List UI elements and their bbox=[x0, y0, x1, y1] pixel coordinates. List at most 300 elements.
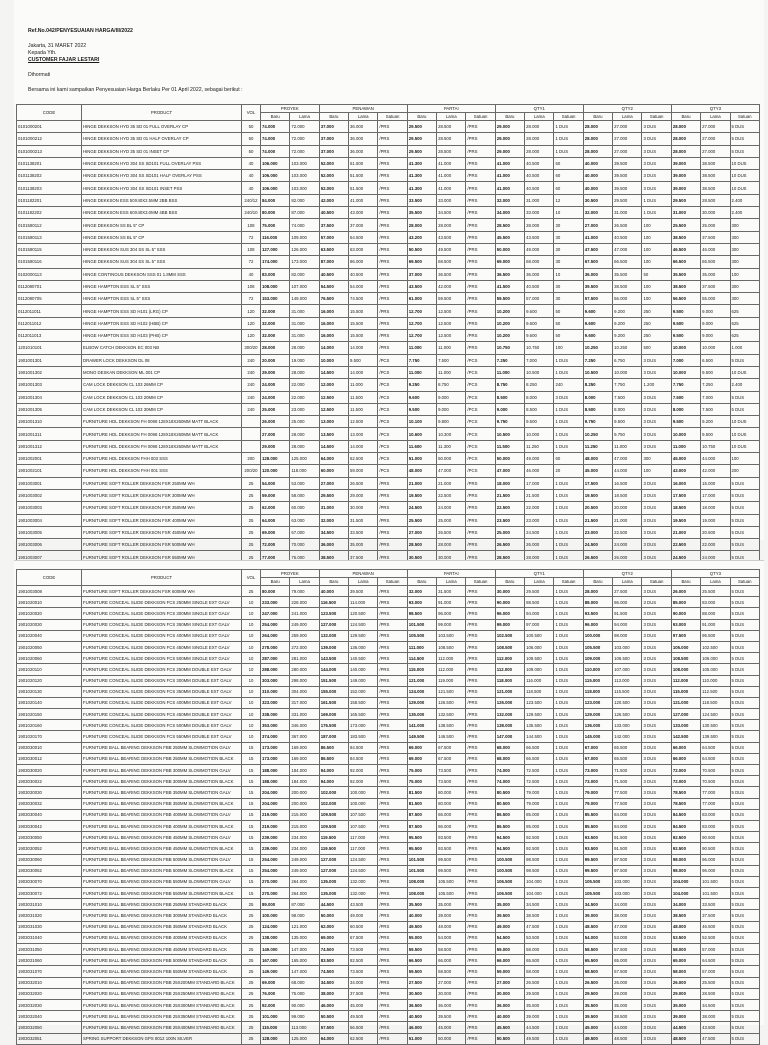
qty3-unit: 5 DUS bbox=[730, 921, 760, 932]
product-name: FURNITURE BALL BEARING DEKKSON FBB 300MM SLOWMOTION BLACK bbox=[82, 776, 242, 787]
qty2-unit: 3 DUS bbox=[642, 787, 671, 798]
qty2-unit: 100 bbox=[642, 243, 671, 255]
qty1-price-new: 41.000 bbox=[495, 170, 524, 182]
column-group-qty1: QTY1 bbox=[495, 105, 583, 113]
table-row bbox=[17, 888, 760, 899]
partai-price-new: 108.000 bbox=[407, 876, 436, 887]
partai-price-new: 37.000 bbox=[407, 268, 436, 280]
proyek-price-new: 233.000 bbox=[261, 597, 290, 608]
qty2-price-old: 9.500 bbox=[613, 416, 642, 428]
qty1-price-new: 49.000 bbox=[495, 921, 524, 932]
penawan-price-new: 87.000 bbox=[319, 256, 348, 268]
penawan-price-new: 38.000 bbox=[319, 988, 348, 999]
qty1-price-new: 86.500 bbox=[495, 809, 524, 820]
proyek-price-old: 31.000 bbox=[290, 330, 319, 342]
penawan-price-old: 132.000 bbox=[349, 876, 378, 887]
qty2-unit: 3 DUS bbox=[642, 999, 671, 1010]
proyek-price-new: 80.000 bbox=[261, 207, 290, 219]
qty1-unit: 1 DUS bbox=[554, 477, 583, 489]
proyek-price-new: 32.000 bbox=[261, 330, 290, 342]
product-name: FURNITURE BALL BEARING DEKKSON FBB 350MM SLOWMOTION BLACK bbox=[82, 798, 242, 809]
table-row bbox=[17, 619, 760, 630]
product-name: FURNITURE BALL BEARING DEKKSON FBB 400MM STANDARD BLACK bbox=[82, 932, 242, 943]
qty2-unit: 1.200 bbox=[642, 379, 671, 391]
proyek-price-old: 281.000 bbox=[290, 653, 319, 664]
penawan-unit: /PRS bbox=[378, 305, 407, 317]
subheader-satuan: Satuan bbox=[378, 113, 407, 121]
partai-price-new: 9.600 bbox=[407, 391, 436, 403]
proyek-price-new: 116.000 bbox=[261, 231, 290, 243]
qty2-unit: 3 DUS bbox=[642, 514, 671, 526]
table-row bbox=[17, 854, 760, 865]
penawan-price-old: 60.500 bbox=[349, 921, 378, 932]
proyek-price-old: 67.000 bbox=[290, 526, 319, 538]
table-row bbox=[17, 465, 760, 477]
proyek-price-old: 79.000 bbox=[290, 586, 319, 597]
qty1-unit: 1 DUS bbox=[554, 932, 583, 943]
reference-number: Ref.No.042/PENYESUAIAN HARGA/III/2022 bbox=[28, 28, 133, 34]
qty2-price-old: 35.500 bbox=[613, 268, 642, 280]
penawan-unit: /PCS bbox=[378, 465, 407, 477]
penawan-unit: /PRS bbox=[378, 514, 407, 526]
qty3-price-old: 64.500 bbox=[701, 753, 730, 764]
proyek-price-new: 59.000 bbox=[261, 489, 290, 501]
product-code: 1903030012 bbox=[17, 753, 82, 764]
product-vol: 25 bbox=[242, 910, 261, 921]
product-name: FURNITURE CONCEAL SLIDE DEKKSON FCS 250MM SINGLE EXT GALV bbox=[82, 597, 242, 608]
qty3-price-old: 18.000 bbox=[701, 502, 730, 514]
qty1-price-new: 96.000 bbox=[495, 608, 524, 619]
qty3-price-old: 96.000 bbox=[701, 865, 730, 876]
partai-unit: /PRS bbox=[466, 317, 495, 329]
subheader-baru: Baru bbox=[261, 578, 290, 586]
proyek-price-old: 87.000 bbox=[290, 207, 319, 219]
qty2-unit: 3 DUS bbox=[642, 366, 671, 378]
qty3-unit: 5 DUS bbox=[730, 843, 760, 854]
qty1-price-new: 112.000 bbox=[495, 664, 524, 675]
qty3-price-new: 127.000 bbox=[671, 709, 700, 720]
partai-price-old: 59.500 bbox=[437, 293, 466, 305]
product-name: FURNITURE BALL BEARING DEKKSON FBB 25X350MM STANDARD BLACK bbox=[82, 1011, 242, 1022]
partai-unit: /PRS bbox=[466, 121, 495, 133]
partai-price-old: 66.000 bbox=[437, 955, 466, 966]
penawan-price-old: 73.500 bbox=[349, 944, 378, 955]
qty3-price-old: 27.000 bbox=[701, 145, 730, 157]
partai-unit: /PRS bbox=[466, 489, 495, 501]
penawan-unit: /PRS bbox=[378, 170, 407, 182]
qty1-unit: 1 DUS bbox=[554, 1033, 583, 1044]
partai-price-old: 126.500 bbox=[437, 697, 466, 708]
qty3-price-old: 77.000 bbox=[701, 798, 730, 809]
qty1-unit: 1 DUS bbox=[554, 440, 583, 452]
penawan-price-new: 10.000 bbox=[319, 354, 348, 366]
penawan-unit: /PRS bbox=[378, 1011, 407, 1022]
proyek-price-new: 288.000 bbox=[261, 664, 290, 675]
table-row bbox=[17, 1033, 760, 1044]
product-code: 1903030060 bbox=[17, 854, 82, 865]
qty1-price-old: 23.000 bbox=[525, 514, 554, 526]
qty3-price-new: 97.500 bbox=[671, 630, 700, 641]
product-name: FURNITURE BALL BEARING DEKKSON FBB 450MM SLOWMOTION GALV bbox=[82, 832, 242, 843]
qty2-price-old: 10.250 bbox=[613, 342, 642, 354]
table-row bbox=[17, 742, 760, 753]
partai-unit: /PRS bbox=[466, 207, 495, 219]
product-vol: 240/12 bbox=[242, 194, 261, 206]
qty2-price-new: 9.600 bbox=[583, 305, 612, 317]
penawan-price-old: 36.000 bbox=[349, 121, 378, 133]
qty2-price-new: 40.000 bbox=[583, 182, 612, 194]
qty1-price-new: 54.500 bbox=[495, 932, 524, 943]
qty2-price-new: 93.500 bbox=[583, 608, 612, 619]
table-row bbox=[17, 1011, 760, 1022]
product-code: 1901003004 bbox=[17, 514, 82, 526]
qty1-price-new: 41.000 bbox=[495, 157, 524, 169]
penawan-unit: /PRS bbox=[378, 966, 407, 977]
penawan-unit: /PRS bbox=[378, 280, 407, 292]
qty3-unit: 5 DUS bbox=[730, 597, 760, 608]
qty2-price-new: 35.500 bbox=[583, 999, 612, 1010]
qty3-unit: 5 DUS bbox=[730, 865, 760, 876]
partai-unit: /PCS bbox=[466, 453, 495, 465]
qty2-price-new: 10.250 bbox=[583, 342, 612, 354]
partai-price-new: 101.500 bbox=[407, 865, 436, 876]
qty2-price-new: 49.500 bbox=[583, 1033, 612, 1044]
product-vol: 10 bbox=[242, 653, 261, 664]
qty2-unit: 3 DUS bbox=[642, 709, 671, 720]
product-vol: 10 bbox=[242, 630, 261, 641]
partai-unit: /PRS bbox=[466, 832, 495, 843]
product-code: 1901003001 bbox=[17, 477, 82, 489]
product-name: FURNITURE HDL DEKKSON FHH 001 SSS bbox=[82, 465, 242, 477]
partai-price-old: 28.000 bbox=[437, 219, 466, 231]
qty3-price-old: 9.000 bbox=[701, 330, 730, 342]
qty3-price-old: 55.000 bbox=[701, 293, 730, 305]
partai-price-old: 73.500 bbox=[437, 776, 466, 787]
product-vol: 15 bbox=[242, 820, 261, 831]
penawan-price-old: 124.500 bbox=[349, 619, 378, 630]
partai-price-new: 35.500 bbox=[407, 207, 436, 219]
qty1-price-old: 94.000 bbox=[525, 608, 554, 619]
proyek-price-old: 264.000 bbox=[290, 888, 319, 899]
qty1-unit: 1 DUS bbox=[554, 820, 583, 831]
qty2-price-old: 11.000 bbox=[613, 440, 642, 452]
partai-unit: /PRS bbox=[466, 268, 495, 280]
penawan-price-old: 165.500 bbox=[349, 709, 378, 720]
qty2-unit: 3 DUS bbox=[642, 854, 671, 865]
qty2-price-new: 10.500 bbox=[583, 366, 612, 378]
proyek-price-old: 173.000 bbox=[290, 256, 319, 268]
qty2-price-old: 47.000 bbox=[613, 243, 642, 255]
qty2-price-old: 65.500 bbox=[613, 742, 642, 753]
partai-unit: /PRS bbox=[466, 586, 495, 597]
qty3-price-new: 39.000 bbox=[671, 1011, 700, 1022]
qty3-price-old: 64.500 bbox=[701, 742, 730, 753]
product-name: FURNITURE BALL BEARING DEKKSON FBB 500MM SLOWMOTION BLACK bbox=[82, 865, 242, 876]
partai-unit: /PRS bbox=[466, 686, 495, 697]
qty1-price-new: 29.000 bbox=[495, 133, 524, 145]
qty3-unit: 5 DUS bbox=[730, 121, 760, 133]
qty2-unit: 3 DUS bbox=[642, 798, 671, 809]
penawan-price-new: 94.000 bbox=[319, 765, 348, 776]
qty3-unit: 5 DUS bbox=[730, 664, 760, 675]
qty1-price-new: 30.000 bbox=[495, 988, 524, 999]
product-name: FURNITURE HDL DEKKSON FH 0098 128X18X260MM MATT BLACK bbox=[82, 416, 242, 428]
penawan-price-new: 31.000 bbox=[319, 502, 348, 514]
penawan-price-new: 40.000 bbox=[319, 586, 348, 597]
qty2-price-new: 8.250 bbox=[583, 379, 612, 391]
qty3-price-new: 28.000 bbox=[671, 145, 700, 157]
qty1-unit: 1 DUS bbox=[554, 988, 583, 999]
product-code: 0101580116 bbox=[17, 256, 82, 268]
qty1-price-old: 44.500 bbox=[525, 1022, 554, 1033]
qty2-price-new: 17.500 bbox=[583, 477, 612, 489]
penawan-price-new: 143.500 bbox=[319, 653, 348, 664]
qty2-price-old: 48.500 bbox=[613, 1033, 642, 1044]
qty1-price-old: 98.500 bbox=[525, 854, 554, 865]
qty1-price-new: 30.000 bbox=[495, 586, 524, 597]
product-name: FURNITURE CONCEAL SLIDE DEKKSON FCS 250MM DOUBLE EXT GALV bbox=[82, 664, 242, 675]
qty3-price-new: 29.000 bbox=[671, 988, 700, 999]
qty2-price-new: 45.000 bbox=[583, 465, 612, 477]
penawan-price-old: 26.500 bbox=[349, 477, 378, 489]
qty1-price-old: 29.500 bbox=[525, 586, 554, 597]
proyek-price-old: 75.000 bbox=[290, 551, 319, 563]
partai-price-old: 132.500 bbox=[437, 709, 466, 720]
column-group-qty2: QTY2 bbox=[583, 570, 671, 578]
proyek-price-new: 149.000 bbox=[261, 966, 290, 977]
partai-price-new: 69.500 bbox=[407, 256, 436, 268]
penawan-price-old: 13.000 bbox=[349, 428, 378, 440]
qty2-unit: 100 bbox=[642, 293, 671, 305]
qty1-price-old: 40.500 bbox=[525, 280, 554, 292]
penawan-unit: /PRS bbox=[378, 330, 407, 342]
qty3-unit: 5 DUS bbox=[730, 675, 760, 686]
qty2-unit: 3 DUS bbox=[642, 551, 671, 563]
qty3-price-old: 37.500 bbox=[701, 280, 730, 292]
qty3-unit: 200 bbox=[730, 465, 760, 477]
qty3-price-new: 29.500 bbox=[671, 194, 700, 206]
product-vol: 50 bbox=[242, 133, 261, 145]
qty3-unit: 5 DUS bbox=[730, 586, 760, 597]
qty2-price-old: 21.000 bbox=[613, 514, 642, 526]
qty1-price-new: 10.200 bbox=[495, 317, 524, 329]
qty3-unit: 5 DUS bbox=[730, 630, 760, 641]
proyek-price-new: 84.000 bbox=[261, 194, 290, 206]
partai-price-old: 58.500 bbox=[437, 944, 466, 955]
partai-price-old: 86.000 bbox=[437, 820, 466, 831]
table-row bbox=[17, 686, 760, 697]
qty1-price-old: 40.500 bbox=[525, 170, 554, 182]
partai-price-old: 11.000 bbox=[437, 366, 466, 378]
qty1-price-new: 10.750 bbox=[495, 342, 524, 354]
qty3-price-new: 104.000 bbox=[671, 888, 700, 899]
qty1-price-new: 121.000 bbox=[495, 686, 524, 697]
partai-price-old: 26.500 bbox=[437, 526, 466, 538]
product-code: 1903030050 bbox=[17, 832, 82, 843]
qty3-price-new: 66.000 bbox=[671, 753, 700, 764]
qty1-unit: 1 DUS bbox=[554, 514, 583, 526]
qty1-price-new: 28.500 bbox=[495, 551, 524, 563]
product-vol: 50 bbox=[242, 145, 261, 157]
qty1-price-old: 9.600 bbox=[525, 305, 554, 317]
penawan-price-old: 117.000 bbox=[349, 832, 378, 843]
penawan-price-new: 14.000 bbox=[319, 342, 348, 354]
penawan-price-new: 14.500 bbox=[319, 366, 348, 378]
table-row bbox=[17, 765, 760, 776]
penawan-price-old: 67.500 bbox=[349, 932, 378, 943]
penawan-unit: /PRS bbox=[378, 597, 407, 608]
qty1-unit: 12 bbox=[554, 194, 583, 206]
penawan-price-old: 12.500 bbox=[349, 416, 378, 428]
partai-price-new: 27.000 bbox=[407, 526, 436, 538]
table-row bbox=[17, 944, 760, 955]
qty2-price-new: 36.000 bbox=[583, 268, 612, 280]
table-row bbox=[17, 787, 760, 798]
penawan-price-old: 73.500 bbox=[349, 966, 378, 977]
table-row bbox=[17, 977, 760, 988]
partai-price-old: 31.500 bbox=[437, 586, 466, 597]
qty2-price-old: 106.500 bbox=[613, 653, 642, 664]
proyek-price-old: 215.000 bbox=[290, 820, 319, 831]
penawan-price-old: 45.000 bbox=[349, 999, 378, 1010]
product-code: 1901001310 bbox=[17, 416, 82, 428]
penawan-unit: /PRS bbox=[378, 194, 407, 206]
qty3-price-old: 17.000 bbox=[701, 489, 730, 501]
table-row bbox=[17, 597, 760, 608]
qty3-price-new: 8.000 bbox=[671, 403, 700, 415]
penawan-unit: /PRS bbox=[378, 865, 407, 876]
partai-price-new: 30.500 bbox=[407, 551, 436, 563]
qty2-price-new: 8.500 bbox=[583, 403, 612, 415]
proyek-price-old: 82.000 bbox=[290, 194, 319, 206]
partai-price-old: 112.000 bbox=[437, 653, 466, 664]
product-code: 0101000213 bbox=[17, 145, 82, 157]
partai-price-new: 87.500 bbox=[407, 809, 436, 820]
product-vol: 108 bbox=[242, 243, 261, 255]
qty2-price-old: 27.500 bbox=[613, 586, 642, 597]
qty1-price-new: 45.500 bbox=[495, 231, 524, 243]
penawan-price-old: 11.500 bbox=[349, 391, 378, 403]
partai-price-new: 108.000 bbox=[407, 888, 436, 899]
qty2-unit: 100 bbox=[642, 280, 671, 292]
partai-unit: /PRS bbox=[466, 709, 495, 720]
penawan-unit: /PRS bbox=[378, 630, 407, 641]
partai-price-old: 24.000 bbox=[437, 502, 466, 514]
qty1-price-new: 41.500 bbox=[495, 280, 524, 292]
qty2-price-new: 47.500 bbox=[583, 243, 612, 255]
qty3-unit: 300 bbox=[730, 243, 760, 255]
qty3-price-new: 16.000 bbox=[671, 477, 700, 489]
column-group-proyek: PROYEK bbox=[261, 105, 320, 113]
qty3-price-new: 38.500 bbox=[671, 231, 700, 243]
qty2-unit: 3 DUS bbox=[642, 966, 671, 977]
subheader-lama: Lama bbox=[613, 113, 642, 121]
product-name: FURNITURE SOFT ROLLER DEKKSON FSR 400MM WH bbox=[82, 514, 242, 526]
qty1-price-old: 7.000 bbox=[525, 354, 554, 366]
qty1-price-new: 68.000 bbox=[495, 742, 524, 753]
proyek-price-new: 26.000 bbox=[261, 416, 290, 428]
penawan-price-new: 64.000 bbox=[319, 453, 348, 465]
proyek-price-new: 20.000 bbox=[261, 354, 290, 366]
qty2-price-old: 53.000 bbox=[613, 932, 642, 943]
qty1-price-new: 21.500 bbox=[495, 489, 524, 501]
qty2-price-old: 71.500 bbox=[613, 776, 642, 787]
qty3-price-new: 72.000 bbox=[671, 765, 700, 776]
product-code: 0101000201 bbox=[17, 121, 82, 133]
table-row bbox=[17, 820, 760, 831]
product-vol: 25 bbox=[242, 966, 261, 977]
product-name: FURNITURE HDL DEKKSON FHH 003 SSS bbox=[82, 453, 242, 465]
penawan-unit: /PRS bbox=[378, 608, 407, 619]
penawan-unit: /PRS bbox=[378, 675, 407, 686]
partai-price-new: 61.000 bbox=[407, 293, 436, 305]
partai-price-new: 135.000 bbox=[407, 709, 436, 720]
product-code: 0101138202 bbox=[17, 170, 82, 182]
penawan-price-old: 173.000 bbox=[349, 720, 378, 731]
penawan-unit: /PRS bbox=[378, 121, 407, 133]
partai-unit: /PRS bbox=[466, 157, 495, 169]
qty3-price-new: 66.000 bbox=[671, 742, 700, 753]
product-name: HINGE DEKKSON SUS 304 SS SL 5" SSS bbox=[82, 243, 242, 255]
proyek-price-new: 54.000 bbox=[261, 477, 290, 489]
qty1-price-new: 106.500 bbox=[495, 876, 524, 887]
partai-price-old: 146.500 bbox=[437, 731, 466, 742]
table-row bbox=[17, 354, 760, 366]
qty1-price-new: 59.500 bbox=[495, 293, 524, 305]
qty2-price-new: 28.000 bbox=[583, 145, 612, 157]
penawan-price-new: 37.000 bbox=[319, 133, 348, 145]
qty2-price-new: 105.500 bbox=[583, 641, 612, 652]
proyek-price-old: 215.000 bbox=[290, 809, 319, 820]
qty2-price-new: 30.500 bbox=[583, 194, 612, 206]
qty1-price-new: 28.500 bbox=[495, 219, 524, 231]
partai-price-new: 36.500 bbox=[407, 999, 436, 1010]
penawan-unit: /PRS bbox=[378, 686, 407, 697]
qty3-price-old: 102.500 bbox=[701, 641, 730, 652]
qty3-unit: 5 DUS bbox=[730, 551, 760, 563]
table-row bbox=[17, 293, 760, 305]
subheader-baru: Baru bbox=[261, 113, 290, 121]
partai-unit: /PRS bbox=[466, 776, 495, 787]
qty3-price-old: 83.000 bbox=[701, 597, 730, 608]
proyek-price-new: 69.000 bbox=[261, 977, 290, 988]
partai-price-old: 67.500 bbox=[437, 753, 466, 764]
penawan-unit: /PRS bbox=[378, 798, 407, 809]
partai-price-old: 105.500 bbox=[437, 888, 466, 899]
header-row-groups bbox=[17, 570, 760, 578]
penawan-price-new: 46.000 bbox=[319, 999, 348, 1010]
product-code: 1901001311 bbox=[17, 428, 82, 440]
letter-date: Jakarta, 31 MARET 2022 bbox=[28, 43, 87, 49]
qty3-price-old: 15.000 bbox=[701, 477, 730, 489]
penawan-unit: /PRS bbox=[378, 133, 407, 145]
partai-price-old: 39.000 bbox=[437, 910, 466, 921]
qty3-unit: 5 DUS bbox=[730, 641, 760, 652]
qty2-price-old: 97.500 bbox=[613, 854, 642, 865]
qty2-unit: 250 bbox=[642, 330, 671, 342]
penawan-price-old: 49.500 bbox=[349, 1011, 378, 1022]
product-name: HINGE HAMPTON ESS SD H103 (PHB) CP bbox=[82, 330, 242, 342]
product-vol: 15 bbox=[242, 832, 261, 843]
partai-unit: /PRS bbox=[466, 182, 495, 194]
proyek-price-old: 249.000 bbox=[290, 619, 319, 630]
product-vol: 240 bbox=[242, 403, 261, 415]
column-group-qty3: QTY3 bbox=[671, 570, 759, 578]
qty1-price-old: 123.500 bbox=[525, 697, 554, 708]
partai-price-new: 141.000 bbox=[407, 720, 436, 731]
proyek-price-old: 169.000 bbox=[290, 742, 319, 753]
penawan-unit: /PRS bbox=[378, 776, 407, 787]
